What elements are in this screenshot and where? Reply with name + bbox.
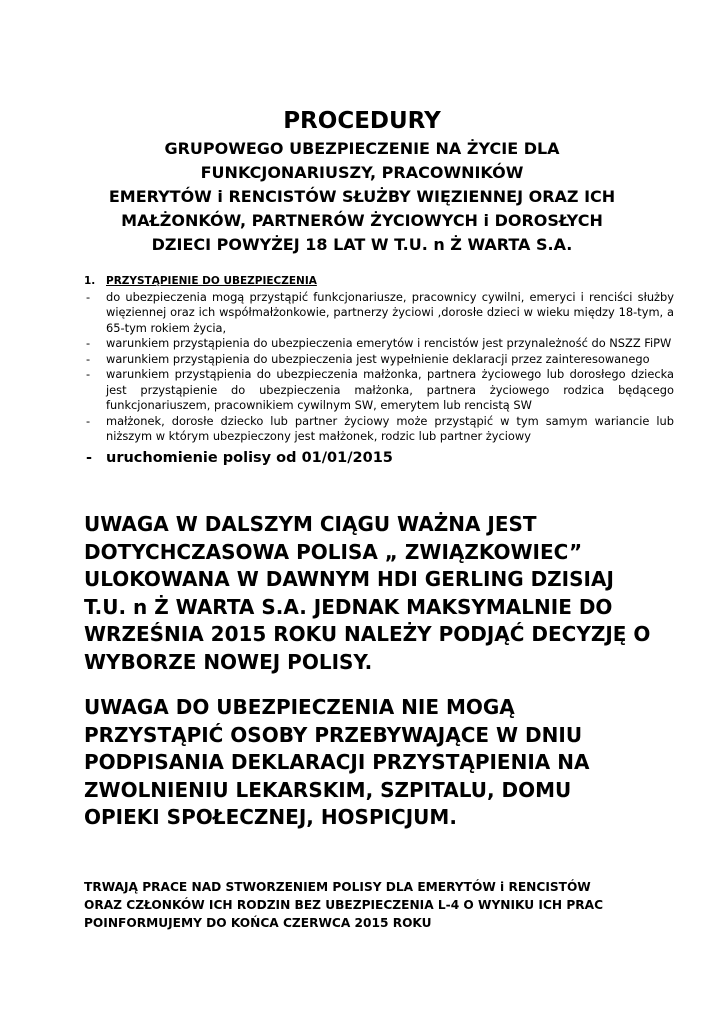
bullet-dash: - <box>86 351 91 366</box>
warning-line: WRZEŚNIA 2015 ROKU NALEŻY PODJĄĆ DECYZJĘ O <box>84 622 651 646</box>
warning-line: UWAGA DO UBEZPIECZENIA NIE MOGĄ <box>84 695 515 719</box>
list-item <box>84 414 674 445</box>
bullet-dash: - <box>86 413 91 428</box>
subtitle-line: MAŁŻONKÓW, PARTNERÓW ŻYCIOWYCH i DOROSŁYCH <box>121 211 603 230</box>
bullet-dash: - <box>86 336 91 350</box>
footer-line: TRWAJĄ PRACE NAD STWORZENIEM POLISY DLA EMERYTÓW i RENCISTÓW <box>84 880 591 894</box>
list-item <box>84 367 674 414</box>
subtitle-line: EMERYTÓW i RENCISTÓW SŁUŻBY WIĘZIENNEJ ORAZ ICH <box>108 187 616 206</box>
list-item-text: warunkiem przystąpienia do ubezpieczenia jest wypełnienie deklaracji przez zainteresowanego <box>106 351 650 366</box>
list-item <box>84 336 674 352</box>
warning-line: OPIEKI SPOŁECZNEJ, HOSPICJUM. <box>84 805 457 829</box>
list-item-policy-start <box>84 447 674 469</box>
list-item-text: uruchomienie polisy od 01/01/2015 <box>106 449 393 466</box>
section-number: 1. <box>84 275 96 287</box>
warning-line: UWAGA W DALSZYM CIĄGU WAŻNA JEST <box>84 512 537 536</box>
warning-line: DOTYCHCZASOWA POLISA „ ZWIĄZKOWIEC” <box>84 539 583 564</box>
list-item-text: do ubezpieczenia mogą przystąpić funkcjonariusze, pracownicy cywilni, emeryci i renciści służby więziennej oraz ich współmałżonkowie, partnerzy życiowi ,dorosłe dzieci w wieku między 18-tym, a 65-tym rokiem życia, <box>106 289 674 335</box>
warning-exclusions <box>84 694 684 832</box>
section-heading <box>84 274 674 290</box>
subtitle-line: GRUPOWEGO UBEZPIECZENIE NA ŻYCIE DLA <box>164 139 560 158</box>
bullet-dash: - <box>86 449 93 466</box>
warning-line: WYBORZE NOWEJ POLISY. <box>84 649 373 674</box>
subtitle-line: FUNKCJONARIUSZY, PRACOWNIKÓW <box>200 163 524 182</box>
section-accession <box>84 274 674 469</box>
warning-line: PRZYSTĄPIĆ OSOBY PRZEBYWAJĄCE W DNIU <box>84 722 583 747</box>
document-title: PROCEDURY <box>283 108 441 134</box>
footer-line: POINFORMUJEMY DO KOŃCA CZERWCA 2015 ROKU <box>84 916 432 930</box>
warning-old-policy <box>84 511 684 676</box>
list-item <box>84 290 674 337</box>
list-item-text: warunkiem przystąpienia do ubezpieczenia małżonka, partnera życiowego lub dorosłego dziecka jest przystąpienie do ubezpieczenia małżonka, partnera życiowego rodzica będącego funkcjonariuszem, pracownikiem cywilnym SW, emerytem lub rencistą SW <box>106 367 674 412</box>
list-item-text: warunkiem przystąpienia do ubezpieczenia emerytów i rencistów jest przynależność do NSZZ FiPW <box>106 336 672 350</box>
footer-line: ORAZ CZŁONKÓW ICH RODZIN BEZ UBEZPIECZENIA L-4 O WYNIKU ICH PRAC <box>84 898 604 912</box>
bullet-dash: - <box>86 289 91 304</box>
warning-line: PODPISANIA DEKLARACJI PRZYSTĄPIENIA NA <box>84 750 590 774</box>
footer-note <box>84 878 684 932</box>
warning-line: ZWOLNIENIU LEKARSKIM, SZPITALU, DOMU <box>84 777 572 802</box>
warning-line: T.U. n Ż WARTA S.A. JEDNAK MAKSYMALNIE DO <box>84 594 613 619</box>
bullet-dash: - <box>86 367 91 381</box>
section-heading-text: PRZYSTĄPIENIE DO UBEZPIECZENIA <box>106 275 317 287</box>
warning-line: ULOKOWANA W DAWNYM HDI GERLING DZISIAJ <box>84 567 614 591</box>
condition-list <box>84 290 674 469</box>
list-item-text: małżonek, dorosłe dziecko lub partner życiowy może przystąpić w tym samym wariancie lub niższym w którym ubezpieczony jest małżonek, rodzic lub partner życiowy <box>106 413 674 443</box>
subtitle-line: DZIECI POWYŻEJ 18 LAT W T.U. n Ż WARTA S.A. <box>151 235 573 254</box>
document-subtitle <box>60 137 664 257</box>
list-item <box>84 352 674 368</box>
